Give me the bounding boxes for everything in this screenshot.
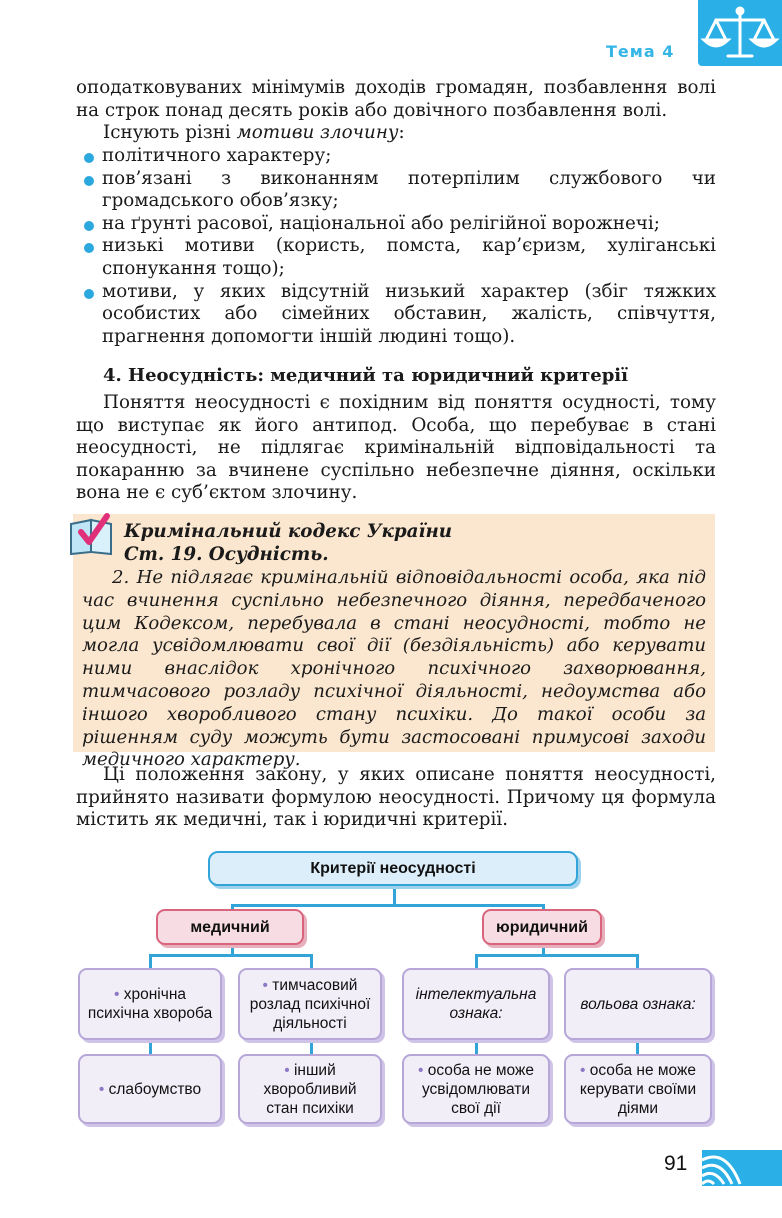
medical-item-dementia xyxy=(78,1054,222,1124)
connector xyxy=(475,954,638,957)
motives-intro-colon: : xyxy=(398,122,405,143)
list-item-text: низькі мотиви (користь, помста, кар’єризм, хуліганські спонукання тощо); xyxy=(102,235,716,279)
medical-item-text: тимчасовий розлад психічної діяльності xyxy=(249,976,371,1032)
scales-icon xyxy=(698,0,782,66)
bullet-icon xyxy=(84,243,94,253)
legal-sign-intellectual: інтелектуальна ознака: xyxy=(402,968,550,1040)
bullet-icon xyxy=(84,176,94,186)
list-item xyxy=(76,168,716,213)
legal-sign-volitional: вольова ознака: xyxy=(564,968,712,1040)
topic-badge xyxy=(698,0,782,66)
law-article: Ст. 19. Осудність. xyxy=(124,544,329,565)
medical-item-text: хронічна психічна хвороба xyxy=(87,986,213,1022)
connector xyxy=(231,904,544,907)
bullet-icon: • xyxy=(418,1061,424,1079)
list-item xyxy=(76,281,716,349)
legal-item-control xyxy=(564,1054,712,1124)
connector xyxy=(310,954,313,968)
list-item-text: пов’язані з виконанням потерпілим службового чи громадського обов’язку; xyxy=(102,167,716,212)
medical-item-temporary xyxy=(238,968,382,1040)
signal-waves-icon xyxy=(700,1150,742,1186)
bullet-icon xyxy=(84,289,94,299)
bullet-icon: • xyxy=(262,976,268,994)
connector xyxy=(393,886,396,906)
bullet-icon: • xyxy=(580,1061,586,1079)
medical-item-other xyxy=(238,1054,382,1124)
connector xyxy=(310,1040,313,1054)
connector xyxy=(149,954,312,957)
connector xyxy=(636,954,639,968)
legal-criterion: юридичний xyxy=(482,909,602,945)
list-item-text: політичного характеру; xyxy=(102,145,332,166)
medical-item-text: слабоумство xyxy=(108,1080,202,1098)
book-checkmark-icon xyxy=(67,510,117,556)
law-text: 2. Не підлягає кримінальній відповідальності особа, яка під час вчинення суспільно небезпечного діяння, передбаченого цим Кодексом, перебувала в стані неосудності, тобто не могла усвідомлювати свої дії (бездіяльність) або керувати ними внаслідок хронічного психічного захворювання, тимчасового розладу психічної діяльності, недоумства або іншого хворобливого стану психіки. До такої особи за рішенням суду можуть бути застосовані примусові заходи медичного характеру. xyxy=(82,567,706,771)
bullet-icon xyxy=(84,153,94,163)
list-item-text: мотиви, у яких відсутній низький характер (збіг тяжких особистих або сімейних обставин, жалість, співчуття, прагнення допомогти іншій людині тощо). xyxy=(102,280,716,347)
bullet-icon xyxy=(84,221,94,231)
legal-item-text: особа не може усвідомлювати свої дії xyxy=(421,1061,534,1117)
list-item xyxy=(76,235,716,280)
medical-item-text: інший хворобливий стан психіки xyxy=(263,1061,357,1117)
section-heading: 4. Неосудність: медичний та юридичний критерії xyxy=(103,365,628,386)
connector xyxy=(636,1040,639,1054)
bullet-icon: • xyxy=(284,1061,290,1079)
list-item xyxy=(76,213,716,236)
law-title: Кримінальний кодекс України xyxy=(124,521,453,542)
list-item-text: на ґрунті расової, національної або релігійної ворожнечі; xyxy=(102,212,660,234)
bullet-icon: • xyxy=(114,986,120,1003)
motives-intro xyxy=(76,122,716,145)
medical-criterion: медичний xyxy=(156,909,304,945)
motives-list xyxy=(76,145,716,348)
page-number: 91 xyxy=(664,1152,688,1175)
connector xyxy=(149,1040,152,1054)
connector xyxy=(149,954,152,968)
connector xyxy=(475,954,478,968)
legal-item-text: особа не може керувати своїми діями xyxy=(579,1061,697,1117)
medical-item-chronic xyxy=(78,968,222,1040)
motives-intro-text: Існують різні xyxy=(103,122,237,143)
connector xyxy=(475,1040,478,1054)
section-paragraph: Поняття неосудності є похідним від поняття осудності, тому що виступає як його антипод. Особа, що перебуває в стані неосудності, не підлягає кримінальній відповідальності та покаранню за вчинене суспільно небезпечне діяння, оскільки вона не є суб’єктом злочину. xyxy=(76,392,716,504)
motives-intro-term: мотиви злочину xyxy=(236,122,399,143)
paragraph-continued: оподатковуваних мінімумів доходів громадян, позбавлення волі на строк понад десять років або довічного позбавлення волі. xyxy=(76,77,716,121)
legal-item-awareness xyxy=(402,1054,550,1124)
after-law-paragraph: Ці положення закону, у яких описане поняття неосудності, прийнято називати формулою неосудності. Причому ця формула містить як медичні, так і юридичні критерії. xyxy=(76,764,716,831)
criteria-root: Критерії неосудності xyxy=(208,851,578,886)
list-item xyxy=(76,145,716,168)
bullet-icon: • xyxy=(98,1080,105,1098)
topic-label: Тема 4 xyxy=(606,42,675,61)
